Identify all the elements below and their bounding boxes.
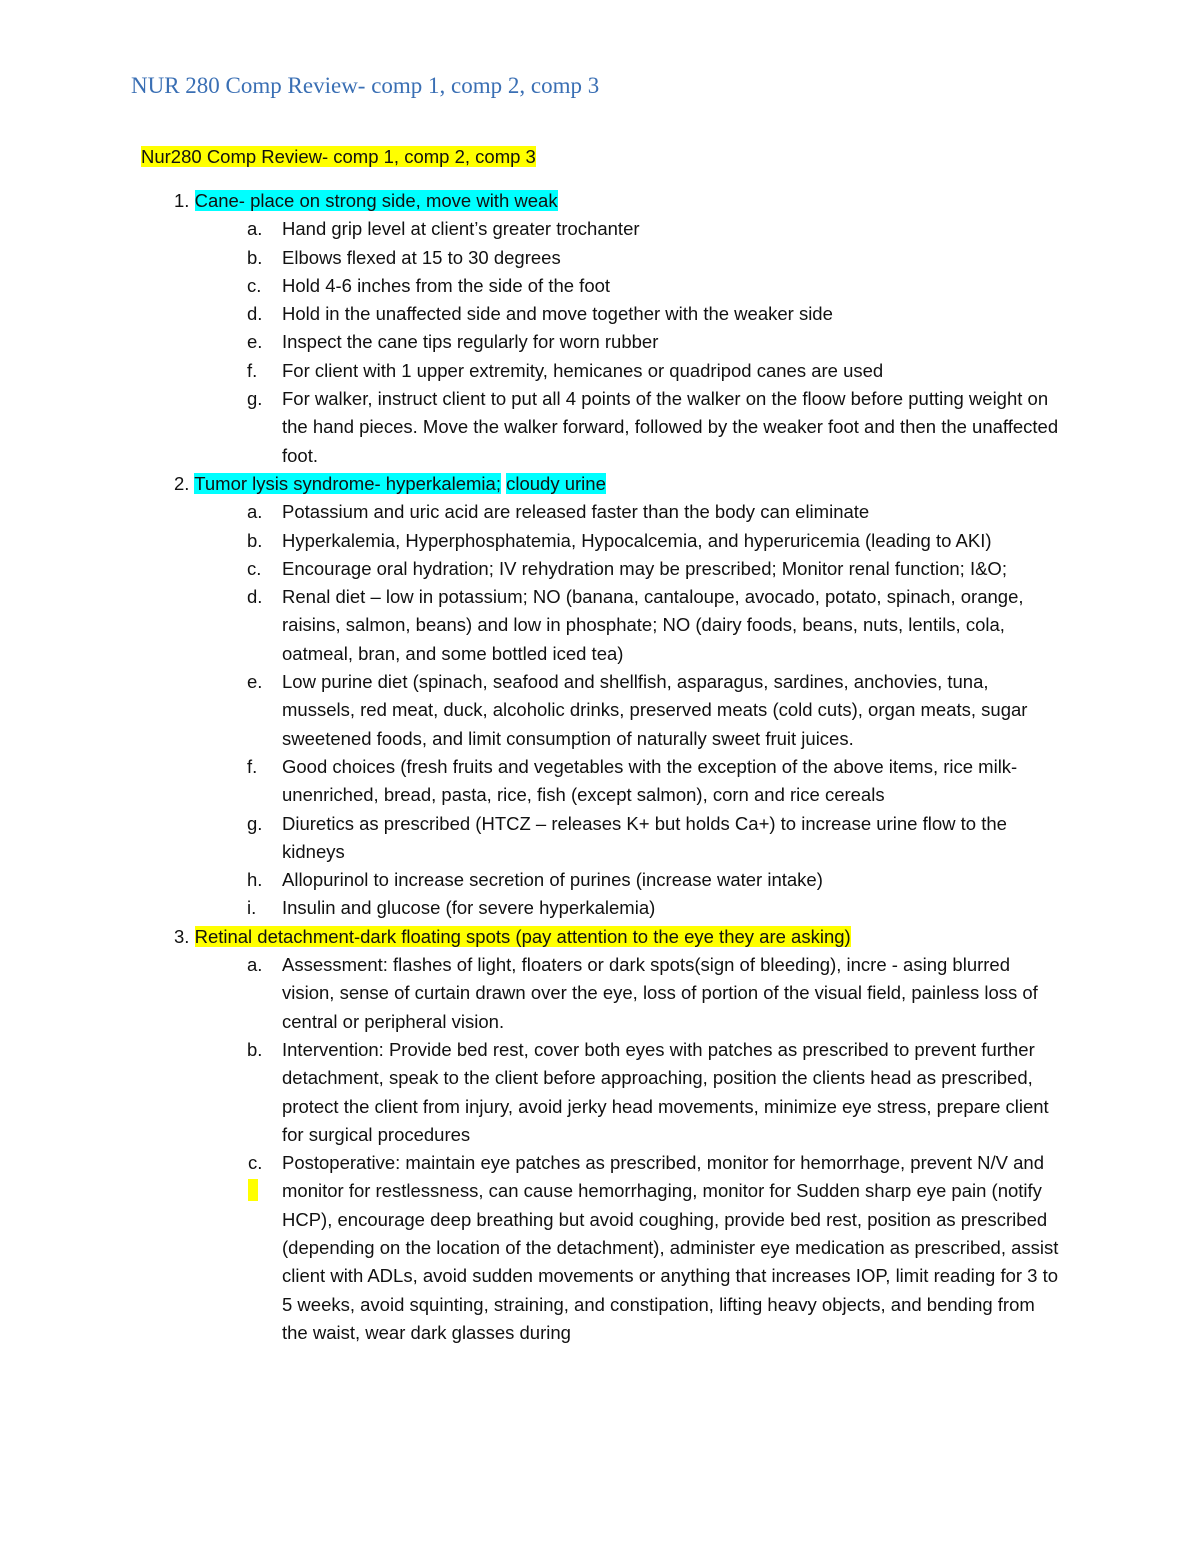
list-item	[247, 498, 1062, 526]
list-item	[247, 753, 1062, 810]
item-text: Renal diet – low in potassium; NO (banana, cantaloupe, avocado, potato, spinach, orange, raisins, salmon, beans) and low in phosphate; NO (dairy foods, beans, nuts, lentils, cola, oatmeal, bran, and some bottled iced tea)	[282, 586, 1024, 664]
item-letter: c.	[247, 557, 262, 579]
section-heading-text: Tumor lysis syndrome- hyperkalemia;	[194, 472, 501, 494]
item-letter: d.	[247, 586, 263, 608]
list-item	[247, 866, 1062, 894]
item-letter-with-highlight	[248, 1149, 270, 1206]
list-item	[247, 1036, 1062, 1149]
item-letter: f.	[247, 755, 258, 777]
item-text: Intervention: Provide bed rest, cover both eyes with patches as prescribed to prevent further detachment, speak to the client before approaching, position the clients head as prescribed, protect the client from injury, avoid jerky head movements, minimize eye stress, prepare client for surgical procedures	[282, 1038, 1049, 1145]
section-retinal-detachment	[0, 923, 1200, 1347]
item-letter: f.	[247, 359, 258, 381]
item-letter: c.	[248, 1152, 263, 1174]
subtitle-text: Nur280 Comp Review- comp 1, comp 2, comp 3	[141, 146, 536, 167]
item-letter: e.	[247, 671, 263, 693]
section-cane	[0, 187, 1200, 470]
item-text: Hand grip level at client’s greater trochanter	[282, 218, 640, 240]
item-text: Elbows flexed at 15 to 30 degrees	[282, 246, 561, 268]
list-item	[247, 385, 1062, 470]
section-number: 2.	[174, 472, 190, 494]
section-list	[0, 187, 1200, 1347]
item-letter: c.	[247, 274, 262, 296]
item-text: Allopurinol to increase secretion of purines (increase water intake)	[282, 869, 823, 891]
item-letter: d.	[247, 303, 263, 325]
list-item	[247, 668, 1062, 753]
list-item	[247, 215, 1062, 243]
item-letter: a.	[247, 954, 263, 976]
item-text: Insulin and glucose (for severe hyperkalemia)	[282, 897, 656, 919]
highlight-mark	[248, 1179, 258, 1201]
item-letter: e.	[247, 331, 263, 353]
item-letter: b.	[247, 246, 263, 268]
item-list	[0, 215, 1200, 470]
item-text: Assessment: flashes of light, floaters or dark spots(sign of bleeding), incre - asing blurred vision, sense of curtain drawn over the eye, loss of portion of the visual field, painless loss of central or peripheral vision.	[282, 954, 1038, 1032]
item-text: For walker, instruct client to put all 4 points of the walker on the floow before putting weight on the hand pieces. Move the walker forward, followed by the weaker foot and then the unaffected foot.	[282, 388, 1059, 466]
item-text: Encourage oral hydration; IV rehydration may be prescribed; Monitor renal function; I&O;	[282, 557, 1007, 579]
section-heading-text: Cane- place on strong side, move with weak	[194, 190, 558, 211]
item-letter: a.	[247, 218, 263, 240]
list-item	[247, 244, 1062, 272]
item-text: Potassium and uric acid are released faster than the body can eliminate	[282, 501, 870, 523]
list-item	[247, 810, 1062, 867]
item-list	[0, 951, 1200, 1347]
item-text: Hold in the unaffected side and move together with the weaker side	[282, 303, 833, 325]
section-heading	[174, 470, 1200, 498]
list-item	[247, 527, 1062, 555]
section-heading-text-2: cloudy urine	[506, 472, 606, 494]
list-item	[247, 894, 1062, 922]
section-heading	[174, 187, 1200, 215]
list-item	[247, 555, 1062, 583]
list-item	[247, 328, 1062, 356]
list-item	[247, 300, 1062, 328]
item-letter: b.	[247, 1038, 263, 1060]
section-number: 3.	[174, 925, 190, 947]
section-heading-text: Retinal detachment-dark floating spots (pay attention to the eye they are asking)	[194, 925, 851, 947]
item-text: Hyperkalemia, Hyperphosphatemia, Hypocalcemia, and hyperuricemia (leading to AKI)	[282, 529, 992, 551]
item-text: Postoperative: maintain eye patches as prescribed, monitor for hemorrhage, prevent N/V and monitor for restlessness, can cause hemorrhaging, monitor for Sudden sharp eye pain (notify HCP), encourage deep breathing but avoid coughing, provide bed rest, position as prescribed (depending on the location of the detachment), administer eye medication as prescribed, assist client with ADLs, avoid sudden movements or anything that increases IOP, limit reading for 3 to 5 weeks, avoid squinting, straining, and constipation, lifting heavy objects, and bending from the waist, wear dark glasses during	[282, 1152, 1059, 1343]
section-heading	[174, 923, 1200, 951]
list-item	[247, 583, 1062, 668]
document-title: NUR 280 Comp Review- comp 1, comp 2, comp 3	[131, 73, 600, 98]
item-text: Inspect the cane tips regularly for worn rubber	[282, 331, 659, 353]
item-text: Diuretics as prescribed (HTCZ – releases K+ but holds Ca+) to increase urine flow to the kidneys	[282, 812, 1007, 862]
item-list	[0, 498, 1200, 922]
document-subtitle	[141, 143, 536, 171]
section-tumor-lysis	[0, 470, 1200, 923]
item-letter: b.	[247, 529, 263, 551]
item-letter: h.	[247, 869, 263, 891]
item-text: Hold 4-6 inches from the side of the foot	[282, 274, 611, 296]
item-text: Low purine diet (spinach, seafood and shellfish, asparagus, sardines, anchovies, tuna, mussels, red meat, duck, alcoholic drinks, preserved meats (cold cuts), organ meats, sugar sweetened foods, and limit consumption of naturally sweet fruit juices.	[282, 671, 1028, 749]
item-letter: g.	[247, 388, 263, 410]
item-text: Good choices (fresh fruits and vegetables with the exception of the above items, rice milk-unenriched, bread, pasta, rice, fish (except salmon), corn and rice cereals	[282, 755, 1018, 806]
item-letter: i.	[247, 897, 257, 919]
list-item	[248, 1149, 1062, 1347]
item-text: For client with 1 upper extremity, hemicanes or quadripod canes are used	[282, 359, 884, 381]
section-number: 1.	[174, 190, 190, 211]
list-item	[247, 951, 1062, 1036]
list-item	[247, 357, 1062, 385]
item-letter: g.	[247, 812, 263, 834]
list-item	[247, 272, 1062, 300]
item-letter: a.	[247, 501, 263, 523]
